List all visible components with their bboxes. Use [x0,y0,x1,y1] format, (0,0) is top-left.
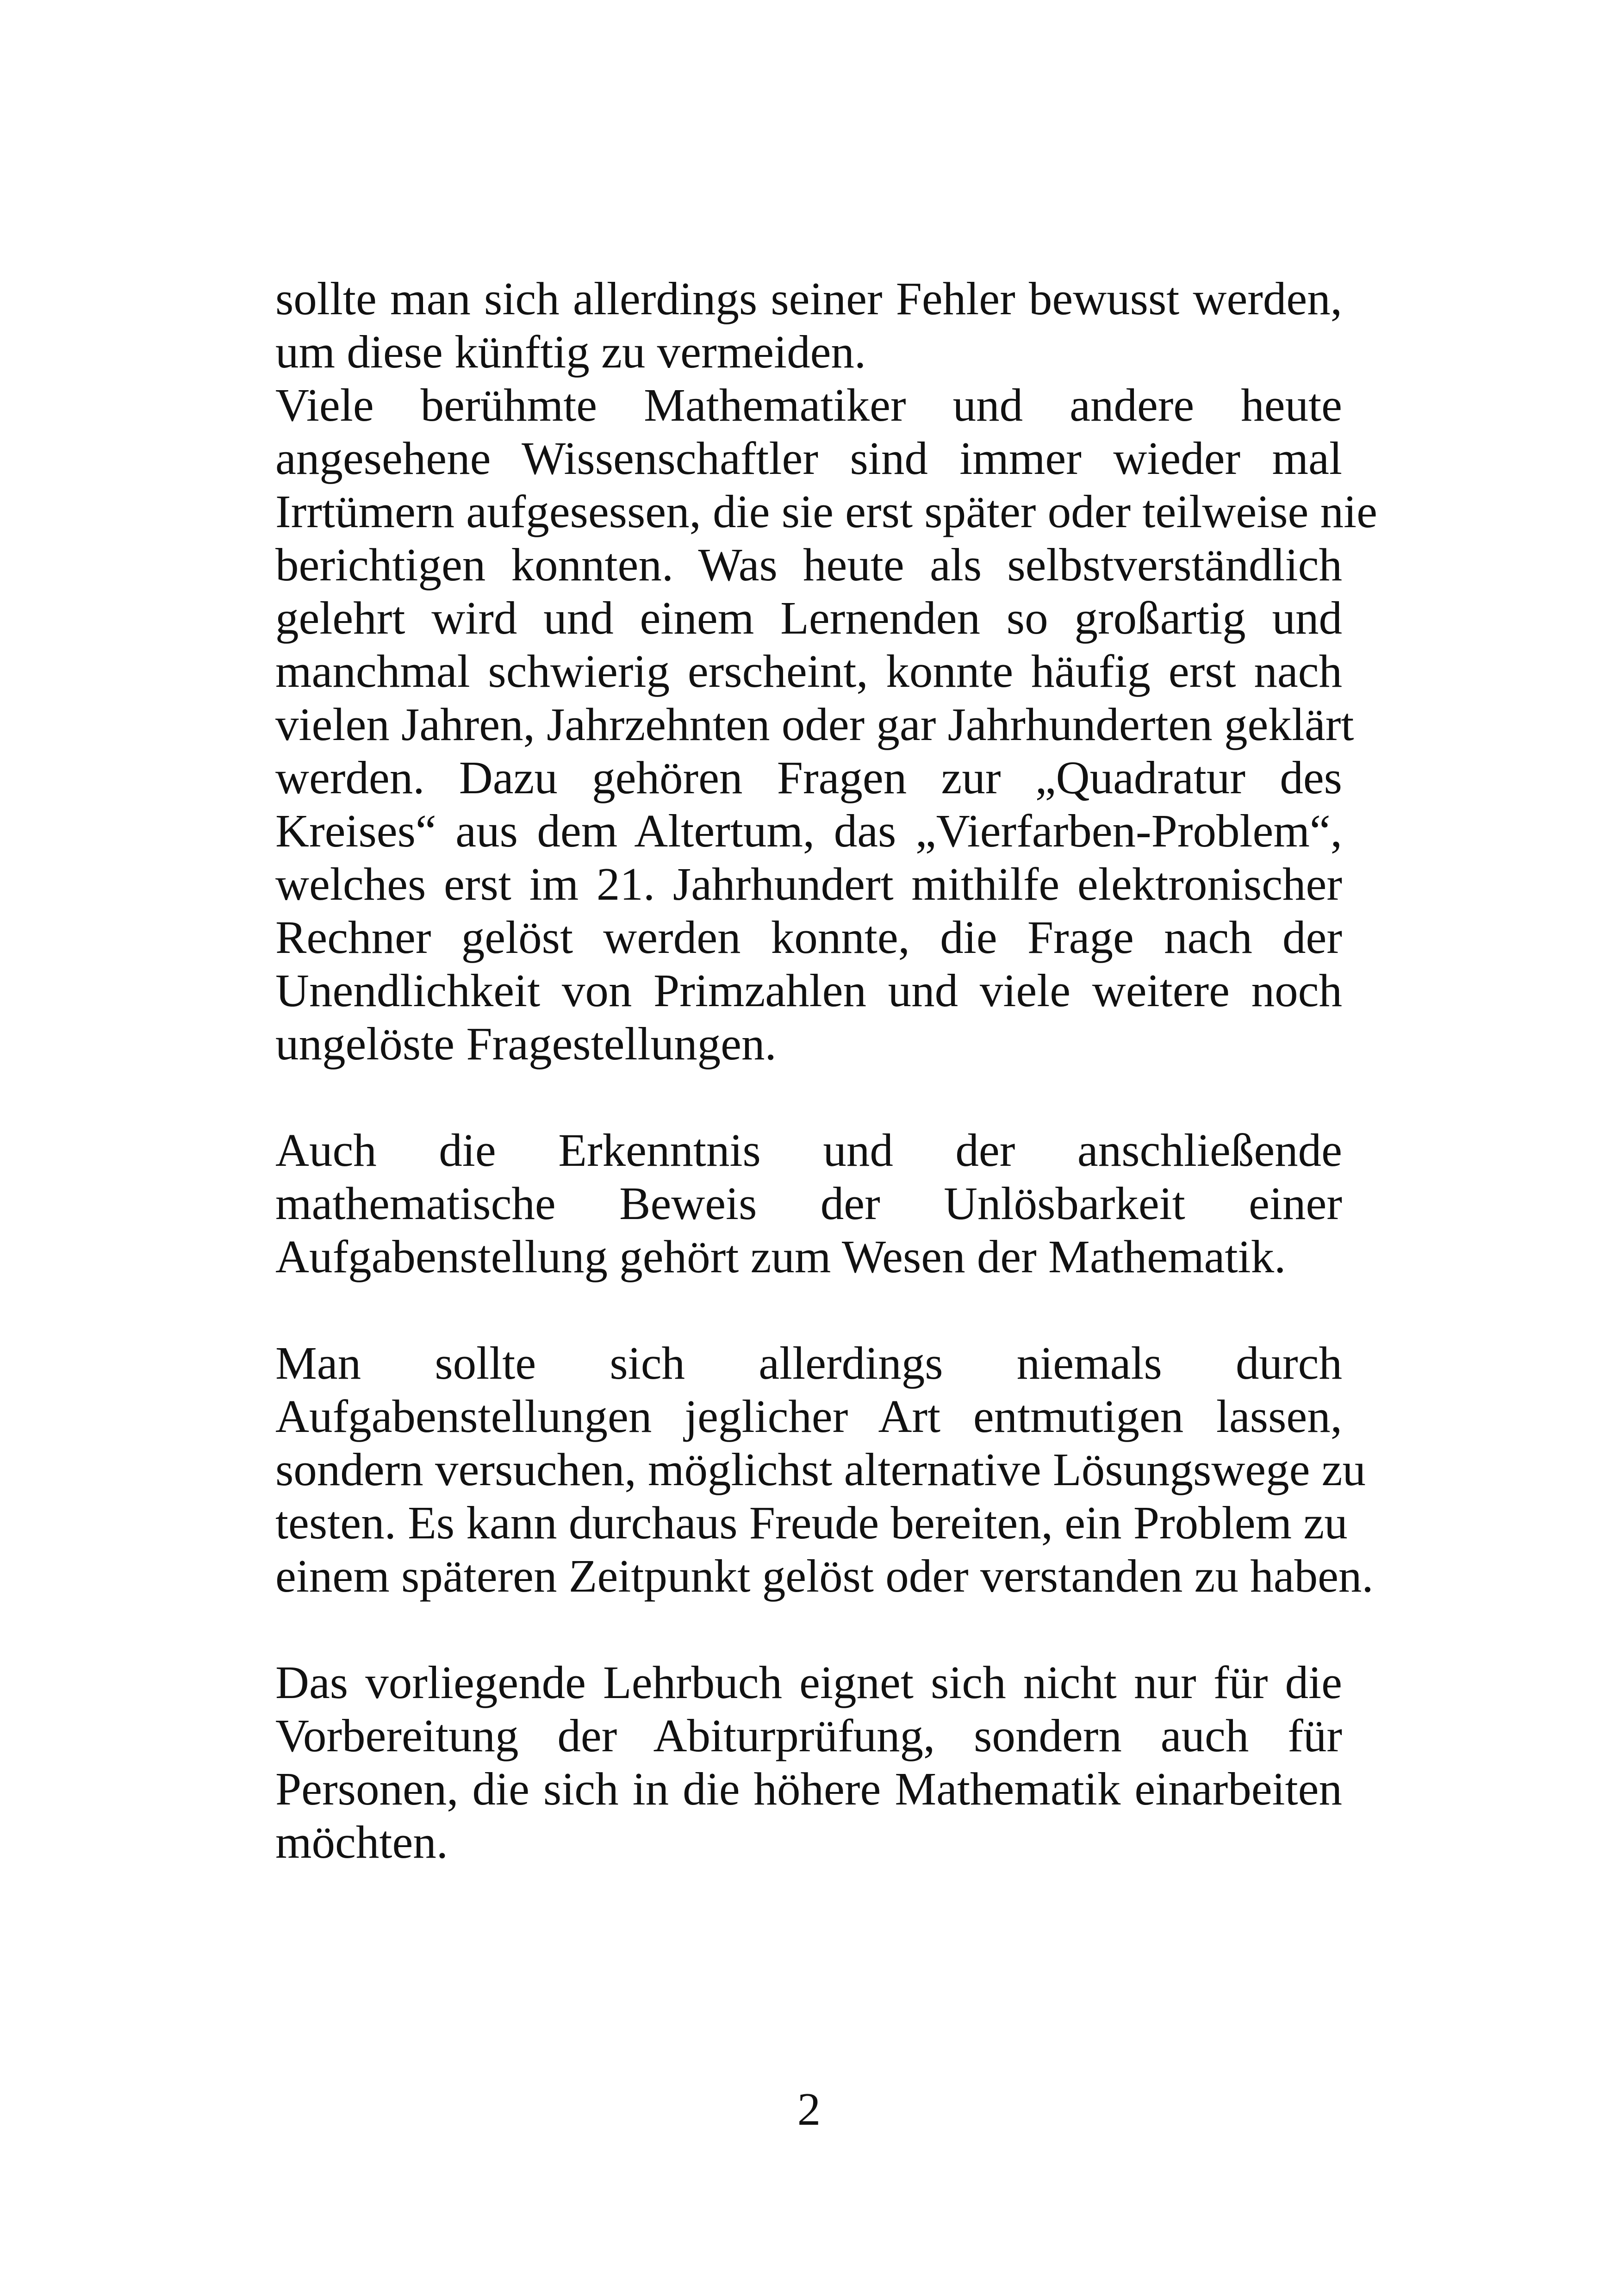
paragraph-gap [275,1283,1342,1337]
text-line: Unendlichkeit von Primzahlen und viele weitere noch [275,964,1342,1016]
text-line: Rechner gelöst werden konnte, die Frage nach der [275,911,1342,963]
paragraph [275,1124,1342,1283]
page-number: 2 [797,2083,821,2135]
text-line: möchten. [275,1816,448,1868]
text-line: Irrtümern aufgesessen, die sie erst später oder teilweise nie [275,485,1377,537]
text-line: Aufgabenstellungen jeglicher Art entmutigen lassen, [275,1390,1342,1442]
text-line: Kreises“ aus dem Altertum, das „Vierfarben-Problem“, [275,805,1342,857]
paragraph [275,1337,1374,1603]
paragraph-gap [275,1070,1342,1124]
text-line: Auch die Erkenntnis und der anschließende [275,1124,1342,1176]
body-text [275,272,1377,1869]
text-line: Man sollte sich allerdings niemals durch [275,1337,1342,1389]
text-line: werden. Dazu gehören Fragen zur „Quadratur des [275,752,1342,803]
text-line: vielen Jahren, Jahrzehnten oder gar Jahrhunderten geklärt [275,698,1354,750]
text-line: Vorbereitung der Abiturprüfung, sondern auch für [275,1710,1342,1761]
text-line: einem späteren Zeitpunkt gelöst oder verstanden zu haben. [275,1550,1374,1602]
text-line: berichtigen konnten. Was heute als selbstverständlich [275,539,1342,591]
text-line: ungelöste Fragestellungen. [275,1018,777,1070]
text-line: welches erst im 21. Jahrhundert mithilfe elektronischer [275,858,1342,910]
text-line: sondern versuchen, möglichst alternative Lösungswege zu [275,1444,1366,1495]
paragraph [275,272,1342,379]
paragraph [275,1656,1342,1869]
text-line: testen. Es kann durchaus Freude bereiten, ein Problem zu [275,1497,1348,1549]
text-line: angesehene Wissenschaftler sind immer wieder mal [275,432,1342,484]
text-line: um diese künftig zu vermeiden. [275,326,866,378]
paragraph [275,379,1377,1070]
text-line: Aufgabenstellung gehört zum Wesen der Mathematik. [275,1231,1286,1282]
paragraph-gap [275,1603,1342,1656]
text-line: mathematische Beweis der Unlösbarkeit einer [275,1177,1342,1229]
text-line: sollte man sich allerdings seiner Fehler bewusst werden, [275,273,1342,324]
text-line: Viele berühmte Mathematiker und andere heute [275,379,1342,431]
text-line: manchmal schwierig erscheint, konnte häufig erst nach [275,645,1342,697]
text-line: Personen, die sich in die höhere Mathematik einarbeiten [275,1763,1342,1815]
text-line: gelehrt wird und einem Lernenden so großartig und [275,592,1342,644]
text-line: Das vorliegende Lehrbuch eignet sich nicht nur für die [275,1656,1342,1708]
